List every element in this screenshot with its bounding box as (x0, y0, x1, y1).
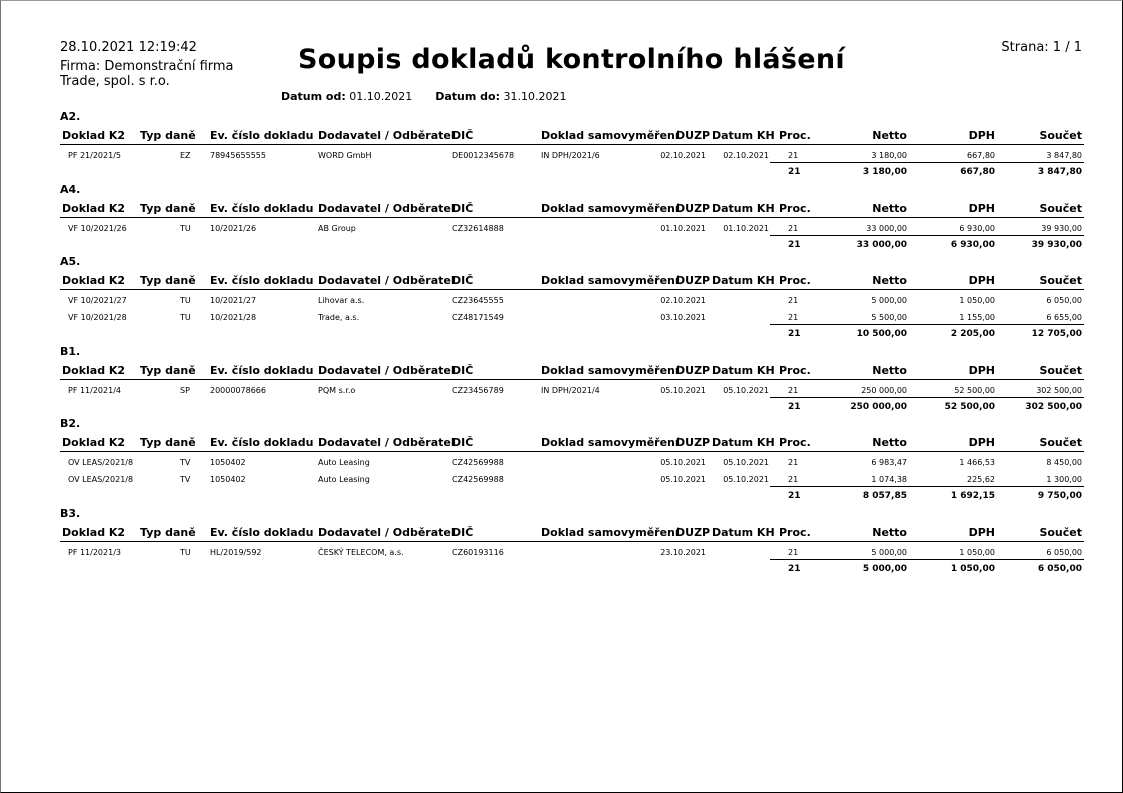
column-header-kh: Datum KH (712, 274, 775, 287)
total-dph: 1 050,00 (950, 564, 995, 574)
cell-ev: 20000078666 (210, 386, 266, 395)
cell-samo: IN DPH/2021/6 (541, 151, 600, 160)
cell-duzp: 01.10.2021 (660, 224, 706, 233)
column-header-ev: Ev. číslo dokladu (210, 129, 314, 142)
total-soucet: 6 050,00 (1037, 564, 1082, 574)
cell-dic: DE0012345678 (452, 151, 515, 160)
column-header-duzp: DUZP (676, 202, 711, 215)
cell-kh: 05.10.2021 (723, 458, 769, 467)
column-header-doklad: Doklad K2 (62, 364, 126, 377)
section-title: B3. (60, 507, 81, 520)
cell-ev: 10/2021/26 (210, 224, 257, 233)
cell-typ: TU (180, 548, 191, 557)
cell-dic: CZ42569988 (452, 458, 504, 467)
column-header-samo: Doklad samovyměření (541, 526, 679, 539)
total-dph: 6 930,00 (950, 240, 995, 250)
column-header-samo: Doklad samovyměření (541, 436, 679, 449)
cell-proc: 21 (788, 386, 799, 395)
section-total-row (60, 238, 1084, 252)
cell-doklad: PF 21/2021/5 (68, 151, 121, 160)
total-dph: 1 692,15 (950, 491, 995, 501)
total-soucet: 9 750,00 (1037, 491, 1082, 501)
column-header-dph: DPH (968, 364, 995, 377)
column-header-soucet: Součet (1039, 364, 1082, 377)
cell-netto: 5 000,00 (871, 548, 907, 557)
cell-dodavatel: AB Group (318, 224, 356, 233)
cell-dic: CZ32614888 (452, 224, 504, 233)
column-header-dodavatel: Dodavatel / Odběratel (318, 202, 455, 215)
column-header-kh: Datum KH (712, 526, 775, 539)
column-header-dodavatel: Dodavatel / Odběratel (318, 436, 455, 449)
date-from-label: Datum od: (281, 90, 346, 103)
column-header-duzp: DUZP (676, 436, 711, 449)
cell-soucet: 1 300,00 (1046, 475, 1082, 484)
cell-proc: 21 (788, 151, 799, 160)
cell-soucet: 302 500,00 (1036, 386, 1082, 395)
date-from-value: 01.10.2021 (349, 90, 413, 103)
column-header-dic: DIČ (452, 202, 474, 215)
section-total-row (60, 165, 1084, 179)
header-rule (60, 144, 1084, 145)
subtotal-rule (770, 324, 1084, 325)
total-netto: 8 057,85 (862, 491, 907, 501)
column-header-netto: Netto (872, 129, 907, 142)
column-header-proc: Proc. (779, 526, 811, 539)
column-header-dodavatel: Dodavatel / Odběratel (318, 526, 455, 539)
total-soucet: 39 930,00 (1031, 240, 1082, 250)
cell-dph: 667,80 (967, 151, 995, 160)
table-row (60, 222, 1084, 234)
cell-netto: 250 000,00 (861, 386, 907, 395)
report-title: Soupis dokladů kontrolního hlášení (298, 44, 845, 75)
column-header-typ: Typ daně (140, 436, 196, 449)
cell-dodavatel: ČESKÝ TELECOM, a.s. (318, 548, 404, 557)
cell-netto: 5 000,00 (871, 296, 907, 305)
column-header-ev: Ev. číslo dokladu (210, 202, 314, 215)
column-header-proc: Proc. (779, 274, 811, 287)
column-header-soucet: Součet (1039, 526, 1082, 539)
column-header-typ: Typ daně (140, 202, 196, 215)
column-header-typ: Typ daně (140, 274, 196, 287)
cell-proc: 21 (788, 296, 799, 305)
cell-soucet: 6 050,00 (1046, 548, 1082, 557)
total-netto: 33 000,00 (856, 240, 907, 250)
section-total-row (60, 327, 1084, 341)
cell-duzp: 02.10.2021 (660, 296, 706, 305)
cell-dic: CZ48171549 (452, 313, 504, 322)
column-header-samo: Doklad samovyměření (541, 129, 679, 142)
total-proc: 21 (788, 167, 801, 177)
column-header-ev: Ev. číslo dokladu (210, 436, 314, 449)
cell-proc: 21 (788, 475, 799, 484)
section-total-row (60, 562, 1084, 576)
column-header-dph: DPH (968, 202, 995, 215)
cell-proc: 21 (788, 224, 799, 233)
table-header (60, 128, 1084, 144)
column-header-typ: Typ daně (140, 129, 196, 142)
column-header-samo: Doklad samovyměření (541, 364, 679, 377)
column-header-soucet: Součet (1039, 129, 1082, 142)
cell-dph: 52 500,00 (954, 386, 995, 395)
column-header-typ: Typ daně (140, 364, 196, 377)
column-header-duzp: DUZP (676, 129, 711, 142)
header-rule (60, 541, 1084, 542)
cell-netto: 1 074,38 (871, 475, 907, 484)
cell-dph: 6 930,00 (959, 224, 995, 233)
cell-soucet: 6 050,00 (1046, 296, 1082, 305)
column-header-dic: DIČ (452, 436, 474, 449)
column-header-dodavatel: Dodavatel / Odběratel (318, 274, 455, 287)
column-header-doklad: Doklad K2 (62, 436, 126, 449)
cell-duzp: 05.10.2021 (660, 386, 706, 395)
table-row (60, 456, 1084, 468)
column-header-ev: Ev. číslo dokladu (210, 274, 314, 287)
column-header-duzp: DUZP (676, 364, 711, 377)
header-rule (60, 451, 1084, 452)
cell-soucet: 39 930,00 (1041, 224, 1082, 233)
cell-proc: 21 (788, 548, 799, 557)
column-header-dph: DPH (968, 436, 995, 449)
total-proc: 21 (788, 402, 801, 412)
cell-dodavatel: PQM s.r.o (318, 386, 356, 395)
table-row (60, 294, 1084, 306)
column-header-doklad: Doklad K2 (62, 202, 126, 215)
section-title: B2. (60, 417, 81, 430)
page-number: Strana: 1 / 1 (1001, 40, 1082, 55)
cell-dodavatel: Auto Leasing (318, 458, 370, 467)
firm-line-2: Trade, spol. s r.o. (60, 74, 170, 89)
column-header-dic: DIČ (452, 274, 474, 287)
subtotal-rule (770, 162, 1084, 163)
column-header-dic: DIČ (452, 526, 474, 539)
cell-kh: 02.10.2021 (723, 151, 769, 160)
total-dph: 2 205,00 (950, 329, 995, 339)
column-header-dph: DPH (968, 129, 995, 142)
column-header-kh: Datum KH (712, 202, 775, 215)
cell-soucet: 6 655,00 (1046, 313, 1082, 322)
section-title: A2. (60, 110, 81, 123)
cell-dph: 225,62 (967, 475, 995, 484)
table-row (60, 311, 1084, 323)
cell-ev: HL/2019/592 (210, 548, 262, 557)
cell-typ: TU (180, 224, 191, 233)
total-dph: 667,80 (960, 167, 995, 177)
cell-typ: EZ (180, 151, 191, 160)
column-header-proc: Proc. (779, 202, 811, 215)
table-header (60, 363, 1084, 379)
section-total-row (60, 489, 1084, 503)
cell-soucet: 3 847,80 (1046, 151, 1082, 160)
column-header-proc: Proc. (779, 364, 811, 377)
column-header-soucet: Součet (1039, 436, 1082, 449)
total-soucet: 12 705,00 (1031, 329, 1082, 339)
header-rule (60, 289, 1084, 290)
cell-dodavatel: WORD GmbH (318, 151, 372, 160)
column-header-proc: Proc. (779, 129, 811, 142)
cell-proc: 21 (788, 458, 799, 467)
total-netto: 250 000,00 (850, 402, 907, 412)
total-proc: 21 (788, 564, 801, 574)
column-header-netto: Netto (872, 436, 907, 449)
cell-doklad: OV LEAS/2021/8 (68, 458, 134, 467)
header-rule (60, 379, 1084, 380)
column-header-dph: DPH (968, 274, 995, 287)
column-header-doklad: Doklad K2 (62, 129, 126, 142)
cell-duzp: 05.10.2021 (660, 475, 706, 484)
cell-duzp: 23.10.2021 (660, 548, 706, 557)
cell-ev: 1050402 (210, 475, 246, 484)
cell-dodavatel: Lihovar a.s. (318, 296, 365, 305)
table-row (60, 473, 1084, 485)
column-header-dodavatel: Dodavatel / Odběratel (318, 129, 455, 142)
cell-typ: TU (180, 296, 191, 305)
cell-ev: 10/2021/28 (210, 313, 257, 322)
cell-netto: 33 000,00 (866, 224, 907, 233)
cell-dic: CZ23645555 (452, 296, 504, 305)
cell-dic: CZ42569988 (452, 475, 504, 484)
table-header (60, 273, 1084, 289)
cell-dph: 1 466,53 (959, 458, 995, 467)
table-header (60, 435, 1084, 451)
subtotal-rule (770, 235, 1084, 236)
cell-netto: 3 180,00 (871, 151, 907, 160)
cell-dic: CZ60193116 (452, 548, 504, 557)
header-rule (60, 217, 1084, 218)
column-header-dic: DIČ (452, 129, 474, 142)
column-header-proc: Proc. (779, 436, 811, 449)
cell-ev: 1050402 (210, 458, 246, 467)
column-header-doklad: Doklad K2 (62, 274, 126, 287)
column-header-kh: Datum KH (712, 364, 775, 377)
cell-typ: TU (180, 313, 191, 322)
column-header-dph: DPH (968, 526, 995, 539)
cell-samo: IN DPH/2021/4 (541, 386, 600, 395)
column-header-samo: Doklad samovyměření (541, 274, 679, 287)
total-netto: 5 000,00 (862, 564, 907, 574)
cell-kh: 01.10.2021 (723, 224, 769, 233)
cell-typ: TV (180, 458, 191, 467)
firm-line-1: Firma: Demonstrační firma (60, 59, 234, 74)
cell-dph: 1 050,00 (959, 548, 995, 557)
cell-duzp: 05.10.2021 (660, 458, 706, 467)
column-header-netto: Netto (872, 274, 907, 287)
column-header-duzp: DUZP (676, 274, 711, 287)
section-title: A4. (60, 183, 81, 196)
column-header-dodavatel: Dodavatel / Odběratel (318, 364, 455, 377)
section-total-row (60, 400, 1084, 414)
column-header-netto: Netto (872, 202, 907, 215)
total-dph: 52 500,00 (944, 402, 995, 412)
column-header-dic: DIČ (452, 364, 474, 377)
date-to-label: Datum do: (435, 90, 501, 103)
total-proc: 21 (788, 240, 801, 250)
section-title: B1. (60, 345, 81, 358)
cell-duzp: 03.10.2021 (660, 313, 706, 322)
cell-netto: 6 983,47 (871, 458, 907, 467)
cell-doklad: VF 10/2021/26 (68, 224, 127, 233)
column-header-duzp: DUZP (676, 526, 711, 539)
total-proc: 21 (788, 491, 801, 501)
table-header (60, 525, 1084, 541)
cell-dic: CZ23456789 (452, 386, 504, 395)
cell-dodavatel: Auto Leasing (318, 475, 370, 484)
column-header-kh: Datum KH (712, 129, 775, 142)
table-row (60, 149, 1084, 161)
date-to-value: 31.10.2021 (503, 90, 567, 103)
total-soucet: 302 500,00 (1025, 402, 1082, 412)
cell-typ: TV (180, 475, 191, 484)
cell-dph: 1 050,00 (959, 296, 995, 305)
cell-typ: SP (180, 386, 190, 395)
cell-doklad: PF 11/2021/3 (68, 548, 121, 557)
subtotal-rule (770, 397, 1084, 398)
cell-netto: 5 500,00 (871, 313, 907, 322)
column-header-samo: Doklad samovyměření (541, 202, 679, 215)
column-header-netto: Netto (872, 526, 907, 539)
section-title: A5. (60, 255, 81, 268)
subtotal-rule (770, 559, 1084, 560)
cell-doklad: OV LEAS/2021/8 (68, 475, 134, 484)
report-period (281, 90, 567, 103)
cell-ev: 10/2021/27 (210, 296, 257, 305)
table-row (60, 546, 1084, 558)
subtotal-rule (770, 486, 1084, 487)
column-header-typ: Typ daně (140, 526, 196, 539)
table-row (60, 384, 1084, 396)
total-proc: 21 (788, 329, 801, 339)
cell-doklad: VF 10/2021/27 (68, 296, 127, 305)
total-soucet: 3 847,80 (1037, 167, 1082, 177)
table-header (60, 201, 1084, 217)
cell-dph: 1 155,00 (959, 313, 995, 322)
cell-dodavatel: Trade, a.s. (318, 313, 360, 322)
cell-doklad: VF 10/2021/28 (68, 313, 127, 322)
column-header-soucet: Součet (1039, 274, 1082, 287)
cell-duzp: 02.10.2021 (660, 151, 706, 160)
column-header-ev: Ev. číslo dokladu (210, 364, 314, 377)
cell-kh: 05.10.2021 (723, 386, 769, 395)
cell-doklad: PF 11/2021/4 (68, 386, 121, 395)
column-header-netto: Netto (872, 364, 907, 377)
cell-ev: 78945655555 (210, 151, 266, 160)
cell-proc: 21 (788, 313, 799, 322)
total-netto: 3 180,00 (862, 167, 907, 177)
column-header-kh: Datum KH (712, 436, 775, 449)
cell-kh: 05.10.2021 (723, 475, 769, 484)
column-header-soucet: Součet (1039, 202, 1082, 215)
total-netto: 10 500,00 (856, 329, 907, 339)
column-header-doklad: Doklad K2 (62, 526, 126, 539)
print-datetime: 28.10.2021 12:19:42 (60, 40, 197, 55)
cell-soucet: 8 450,00 (1046, 458, 1082, 467)
column-header-ev: Ev. číslo dokladu (210, 526, 314, 539)
